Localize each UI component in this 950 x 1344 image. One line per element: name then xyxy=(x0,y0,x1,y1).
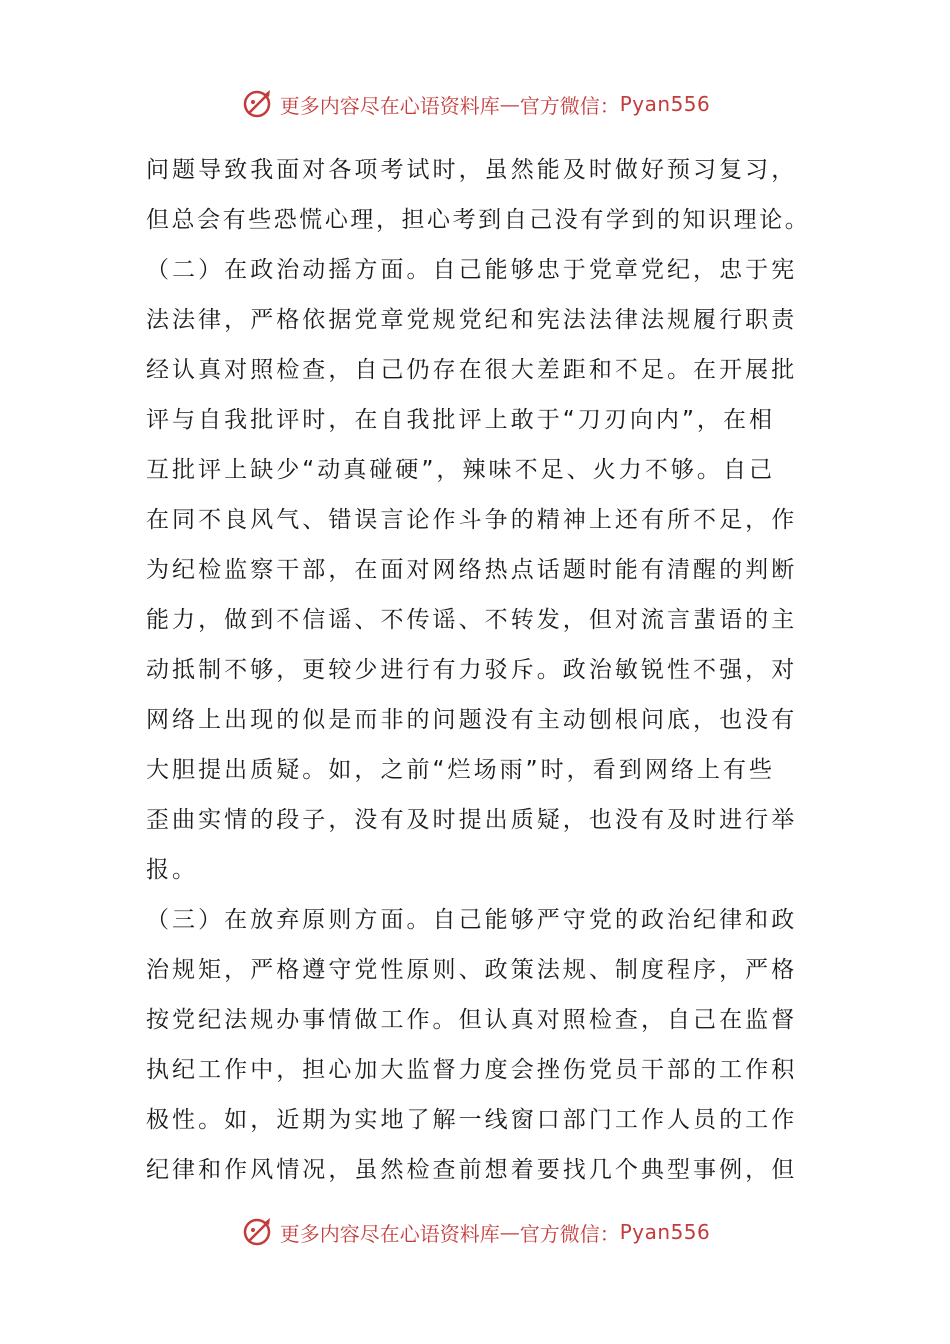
banner-wechat-label: 官方微信： xyxy=(519,93,620,118)
text-line: 执纪工作中，担心加大监督力度会挫伤党员干部的工作积 xyxy=(146,1057,798,1083)
text-line: 评与自我批评时，在自我批评上敢于“刀刃向内”，在相 xyxy=(146,407,776,433)
banner-wechat-label: 官方微信： xyxy=(519,1221,620,1246)
text-line: 纪律和作风情况，虽然检查前想着要找几个典型事例，但 xyxy=(146,1157,798,1183)
text-line: 在同不良风气、错误言论作斗争的精神上还有所不足，作 xyxy=(146,507,798,533)
banner-text: 更多内容尽在心语资料库 xyxy=(279,1221,500,1246)
footer-banner xyxy=(0,1212,950,1252)
text-line: 经认真对照检查，自己仍存在很大差距和不足。在开展批 xyxy=(146,357,798,383)
text-line: （三）在放弃原则方面。自己能够严守党的政治纪律和政 xyxy=(146,907,798,933)
document-body xyxy=(146,145,814,1195)
text-line: 按党纪法规办事情做工作。但认真对照检查，自己在监督 xyxy=(146,1007,798,1033)
banner-text: 更多内容尽在心语资料库 xyxy=(279,93,500,118)
banner-separator: — xyxy=(499,92,520,116)
text-line: 为纪检监察干部，在面对网络热点话题时能有清醒的判断 xyxy=(146,557,798,583)
banner-separator: — xyxy=(499,1220,520,1244)
header-banner xyxy=(0,84,950,124)
pen-circle-logo-icon xyxy=(240,86,276,122)
text-line: （二）在政治动摇方面。自己能够忠于党章党纪，忠于宪 xyxy=(146,257,798,283)
text-line: 歪曲实情的段子，没有及时提出质疑，也没有及时进行举 xyxy=(146,807,798,833)
banner-wechat-id: Pyan556 xyxy=(619,92,711,116)
text-line: 能力，做到不信谣、不传谣、不转发，但对流言蜚语的主 xyxy=(146,607,798,633)
text-line: 动抵制不够，更较少进行有力驳斥。政治敏锐性不强，对 xyxy=(146,657,798,683)
text-line: 但总会有些恐慌心理，担心考到自己没有学到的知识理论。 xyxy=(146,207,811,233)
text-line: 互批评上缺少“动真碰硬”，辣味不足、火力不够。自己 xyxy=(146,457,776,483)
text-line: 法法律，严格依据党章党规党纪和宪法法律法规履行职责 xyxy=(146,307,798,333)
text-line: 极性。如，近期为实地了解一线窗口部门工作人员的工作 xyxy=(146,1107,798,1133)
text-line: 网络上出现的似是而非的问题没有主动刨根问底，也没有 xyxy=(146,707,798,733)
text-line: 治规矩，严格遵守党性原则、政策法规、制度程序，严格 xyxy=(146,957,798,983)
text-line: 大胆提出质疑。如，之前“烂场雨”时，看到网络上有些 xyxy=(146,757,776,783)
text-line: 问题导致我面对各项考试时，虽然能及时做好预习复习， xyxy=(146,157,798,183)
banner-wechat-id: Pyan556 xyxy=(619,1220,711,1244)
pen-circle-logo-icon xyxy=(240,1214,276,1250)
text-line: 报。 xyxy=(146,857,199,883)
